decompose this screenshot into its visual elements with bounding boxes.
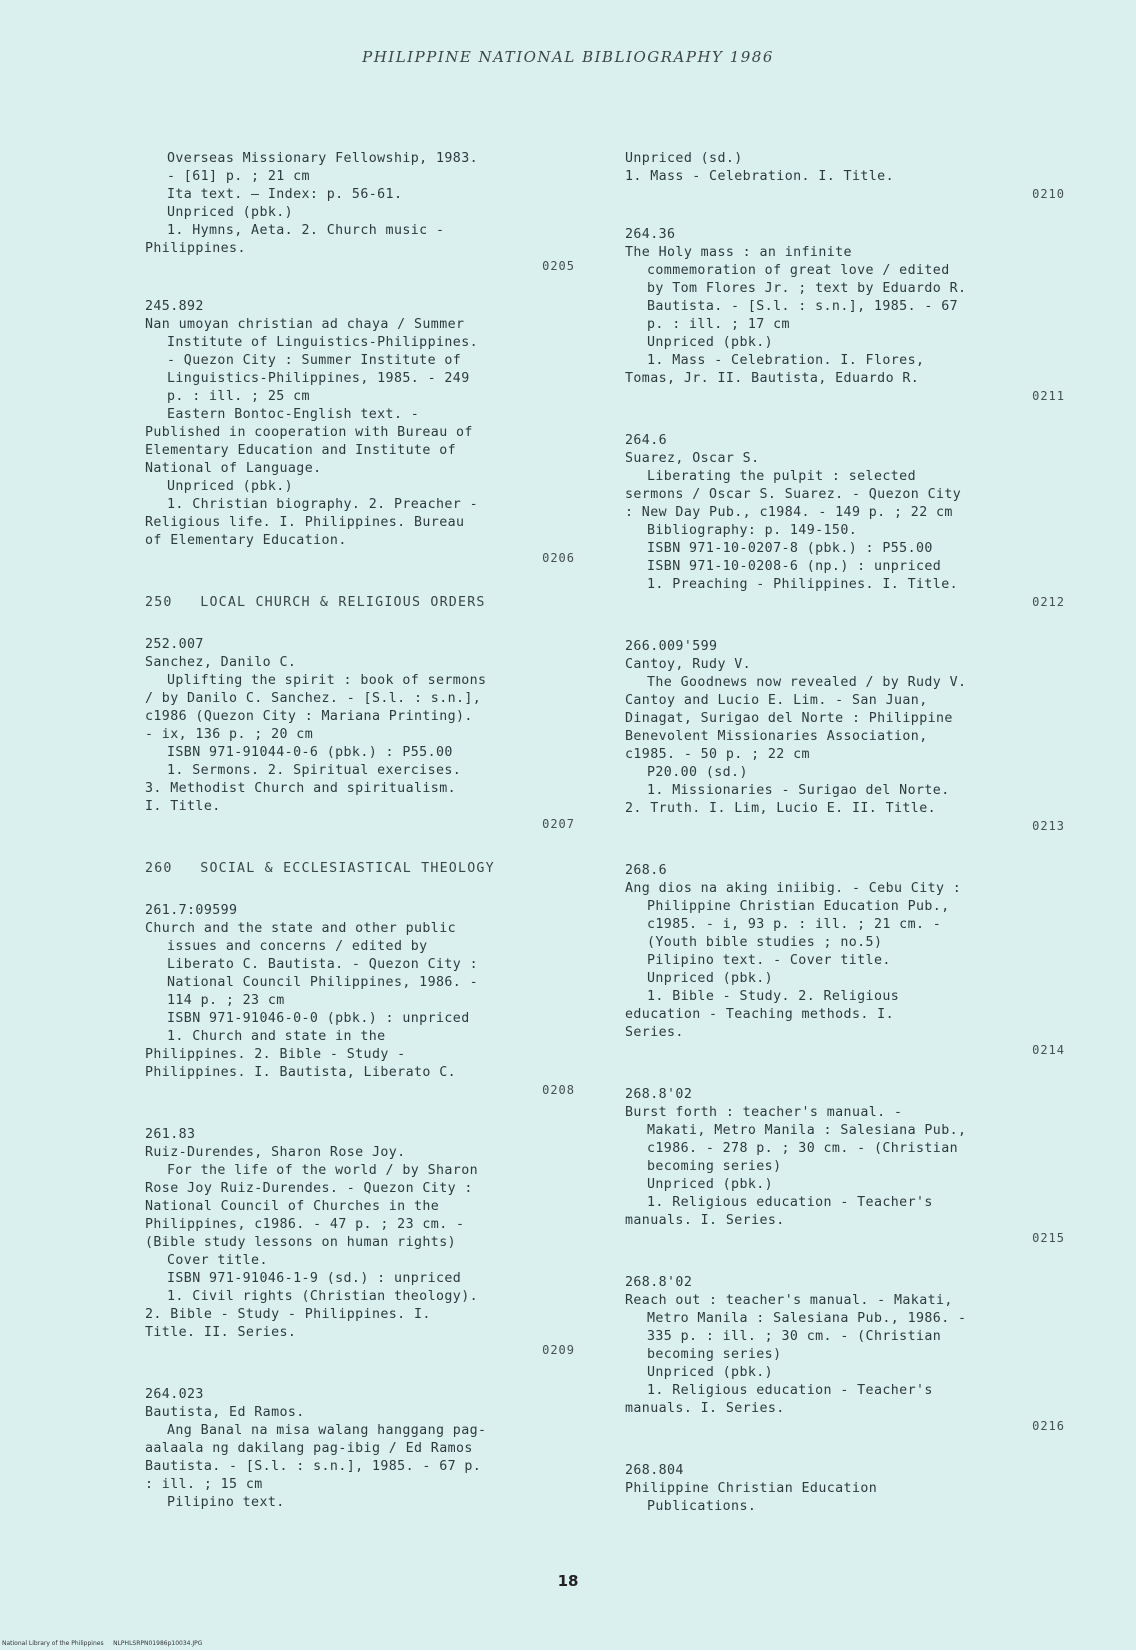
scan-footer-note: National Library of the Philippines NLPHLSRPN01986p10034.JPG — [2, 1640, 203, 1647]
running-head: PHILIPPINE NATIONAL BIBLIOGRAPHY 1986 — [362, 48, 774, 66]
entry-line: Dinagat, Surigao del Norte : Philippine — [625, 711, 953, 726]
entry-line: Title. II. Series. — [145, 1325, 297, 1340]
entry-line: Reach out : teacher's manual. - Makati, — [625, 1293, 953, 1308]
entry-line: : New Day Pub., c1984. - 149 p. ; 22 cm — [625, 505, 953, 520]
entry-line: Philippine Christian Education — [625, 1481, 878, 1496]
entry-line: Philippines. — [145, 241, 246, 256]
entry-line: Uplifting the spirit : book of sermons — [167, 673, 487, 688]
entry-line: Burst forth : teacher's manual. - — [625, 1105, 903, 1120]
class-number: 266.009'599 — [625, 639, 718, 654]
section-heading: 260 SOCIAL & ECCLESIASTICAL THEOLOGY — [145, 861, 495, 876]
catalog-entry — [625, 432, 1065, 610]
entry-line: manuals. I. Series. — [625, 1401, 785, 1416]
class-number: 261.83 — [145, 1127, 196, 1142]
entry-number: 0209 — [542, 1343, 575, 1357]
entry-line: 1. Religious education - Teacher's — [647, 1383, 933, 1398]
entry-number: 0208 — [542, 1083, 575, 1097]
entry-line: commemoration of great love / edited — [647, 263, 950, 278]
entry-line: ISBN 971-91044-0-6 (pbk.) : P55.00 — [167, 745, 453, 760]
entry-line: Overseas Missionary Fellowship, 1983. — [167, 151, 478, 166]
entry-line: education - Teaching methods. I. — [625, 1007, 894, 1022]
entry-line: 2. Truth. I. Lim, Lucio E. II. Title. — [625, 801, 936, 816]
entry-line: of Elementary Education. — [145, 533, 347, 548]
entry-line: Elementary Education and Institute of — [145, 443, 456, 458]
entry-line: National Council Philippines, 1986. - — [167, 975, 478, 990]
entry-line: Philippines. 2. Bible - Study - — [145, 1047, 406, 1062]
entry-line: 1. Church and state in the — [167, 1029, 386, 1044]
entry-line: Bautista. - [S.l. : s.n.], 1985. - 67 — [647, 299, 958, 314]
class-number: 268.8'02 — [625, 1275, 693, 1290]
class-number: 264.36 — [625, 227, 676, 242]
entry-line: Series. — [625, 1025, 684, 1040]
entry-line: p. : ill. ; 25 cm — [167, 389, 310, 404]
entry-line: Cantoy, Rudy V. — [625, 657, 752, 672]
class-number: 268.6 — [625, 863, 668, 878]
entry-line: issues and concerns / edited by — [167, 939, 428, 954]
class-number: 264.023 — [145, 1387, 204, 1402]
entry-line: Unpriced (pbk.) — [647, 1177, 774, 1192]
entry-line: c1986. - 278 p. ; 30 cm. - (Christian — [647, 1141, 958, 1156]
entry-line: Publications. — [647, 1499, 757, 1514]
page-number: 18 — [557, 1572, 579, 1590]
entry-line: 3. Methodist Church and spiritualism. — [145, 781, 456, 796]
entry-line: Bautista, Ed Ramos. — [145, 1405, 305, 1420]
entry-line: ISBN 971-91046-0-0 (pbk.) : unpriced — [167, 1011, 470, 1026]
entry-number: 0211 — [1032, 389, 1065, 403]
entry-line: Religious life. I. Philippines. Bureau — [145, 515, 465, 530]
entry-line: Unpriced (pbk.) — [167, 205, 294, 220]
entry-line: ISBN 971-91046-1-9 (sd.) : unpriced — [167, 1271, 462, 1286]
entry-line: 1. Sermons. 2. Spiritual exercises. — [167, 763, 462, 778]
entry-line: 1. Preaching - Philippines. I. Title. — [647, 577, 958, 592]
entry-line: Linguistics-Philippines, 1985. - 249 — [167, 371, 470, 386]
entry-line: Ang Banal na misa walang hanggang pag- — [167, 1423, 487, 1438]
entry-line: - [61] p. ; 21 cm — [167, 169, 310, 184]
entry-line: aalaala ng dakilang pag-ibig / Ed Ramos — [145, 1441, 473, 1456]
entry-line: 1. Christian biography. 2. Preacher - — [167, 497, 478, 512]
entry-line: - Quezon City : Summer Institute of — [167, 353, 462, 368]
entry-line: Ita text. — Index: p. 56-61. — [167, 187, 403, 202]
entry-number: 0215 — [1032, 1231, 1065, 1245]
entry-line: National Council of Churches in the — [145, 1199, 440, 1214]
entry-line: Unpriced (pbk.) — [647, 1365, 774, 1380]
entry-line: 2. Bible - Study - Philippines. I. — [145, 1307, 431, 1322]
entry-line: Makati, Metro Manila : Salesiana Pub., — [647, 1123, 967, 1138]
entry-line: Liberating the pulpit : selected — [647, 469, 916, 484]
catalog-entry — [145, 1126, 575, 1358]
catalog-entry — [625, 638, 1065, 834]
class-number: 252.007 — [145, 637, 204, 652]
entry-line: Ang dios na aking iniibig. - Cebu City : — [625, 881, 962, 896]
catalog-entry — [145, 298, 575, 566]
entry-line: Sanchez, Danilo C. — [145, 655, 297, 670]
entry-number: 0205 — [542, 259, 575, 273]
entry-line: National of Language. — [145, 461, 322, 476]
entry-line: by Tom Flores Jr. ; text by Eduardo R. — [647, 281, 967, 296]
entry-line: 1. Mass - Celebration. I. Flores, — [647, 353, 925, 368]
entry-line: - ix, 136 p. ; 20 cm — [145, 727, 314, 742]
class-number: 264.6 — [625, 433, 668, 448]
entry-line: ISBN 971-10-0208-6 (np.) : unpriced — [647, 559, 942, 574]
entry-line: becoming series) — [647, 1347, 782, 1362]
entry-line: sermons / Oscar S. Suarez. - Quezon City — [625, 487, 962, 502]
catalog-entry — [625, 862, 1065, 1058]
entry-line: (Bible study lessons on human rights) — [145, 1235, 456, 1250]
entry-line: Nan umoyan christian ad chaya / Summer — [145, 317, 465, 332]
catalog-entry — [145, 636, 575, 832]
continued-entry — [625, 150, 1065, 202]
entry-line: Pilipino text. - Cover title. — [647, 953, 891, 968]
entry-line: 1. Hymns, Aeta. 2. Church music - — [167, 223, 445, 238]
entry-line: Unpriced (sd.) — [625, 151, 743, 166]
catalog-entry — [625, 1274, 1065, 1434]
entry-line: Metro Manila : Salesiana Pub., 1986. - — [647, 1311, 967, 1326]
entry-number: 0212 — [1032, 595, 1065, 609]
entry-line: Bibliography: p. 149-150. — [647, 523, 858, 538]
entry-line: Unpriced (pbk.) — [647, 971, 774, 986]
entry-line: / by Danilo C. Sanchez. - [S.l. : s.n.], — [145, 691, 482, 706]
entry-line: Unpriced (pbk.) — [647, 335, 774, 350]
entry-line: Benevolent Missionaries Association, — [625, 729, 928, 744]
entry-line: For the life of the world / by Sharon — [167, 1163, 478, 1178]
entry-line: Philippines, c1986. - 47 p. ; 23 cm. - — [145, 1217, 465, 1232]
entry-line: Philippines. I. Bautista, Liberato C. — [145, 1065, 456, 1080]
catalog-entry — [145, 902, 575, 1098]
entry-line: 1. Civil rights (Christian theology). — [167, 1289, 478, 1304]
entry-line: The Holy mass : an infinite — [625, 245, 852, 260]
class-number: 268.8'02 — [625, 1087, 693, 1102]
entry-line: ISBN 971-10-0207-8 (pbk.) : P55.00 — [647, 541, 933, 556]
entry-number: 0207 — [542, 817, 575, 831]
entry-line: c1985. - 50 p. ; 22 cm — [625, 747, 810, 762]
entry-line: : ill. ; 15 cm — [145, 1477, 263, 1492]
entry-line: Pilipino text. — [167, 1495, 285, 1510]
class-number: 245.892 — [145, 299, 204, 314]
section-heading: 250 LOCAL CHURCH & RELIGIOUS ORDERS — [145, 595, 486, 610]
catalog-entry — [625, 1462, 1065, 1516]
entry-line: c1985. - i, 93 p. : ill. ; 21 cm. - — [647, 917, 942, 932]
entry-line: Suarez, Oscar S. — [625, 451, 760, 466]
entry-line: Church and the state and other public — [145, 921, 456, 936]
entry-line: Liberato C. Bautista. - Quezon City : — [167, 957, 478, 972]
entry-line: The Goodnews now revealed / by Rudy V. — [647, 675, 967, 690]
entry-line: Institute of Linguistics-Philippines. — [167, 335, 478, 350]
entry-line: 1. Religious education - Teacher's — [647, 1195, 933, 1210]
entry-line: Tomas, Jr. II. Bautista, Eduardo R. — [625, 371, 920, 386]
right-column — [625, 150, 1065, 1544]
entry-line: Philippine Christian Education Pub., — [647, 899, 950, 914]
entry-line: Cover title. — [167, 1253, 268, 1268]
left-column — [145, 150, 575, 1540]
catalog-entry — [625, 1086, 1065, 1246]
entry-line: Ruiz-Durendes, Sharon Rose Joy. — [145, 1145, 406, 1160]
entry-line: P20.00 (sd.) — [647, 765, 748, 780]
entry-line: 114 p. ; 23 cm — [167, 993, 285, 1008]
entry-line: 1. Bible - Study. 2. Religious — [647, 989, 900, 1004]
entry-number: 0206 — [542, 551, 575, 565]
entry-line: 1. Missionaries - Surigao del Norte. — [647, 783, 950, 798]
entry-number: 0216 — [1032, 1419, 1065, 1433]
catalog-entry — [145, 1386, 575, 1512]
entry-number: 0210 — [1032, 187, 1065, 201]
entry-line: becoming series) — [647, 1159, 782, 1174]
entry-line: Cantoy and Lucio E. Lim. - San Juan, — [625, 693, 928, 708]
entry-line: I. Title. — [145, 799, 221, 814]
entry-line: 335 p. : ill. ; 30 cm. - (Christian — [647, 1329, 942, 1344]
class-number: 261.7:09599 — [145, 903, 238, 918]
entry-line: c1986 (Quezon City : Mariana Printing). — [145, 709, 473, 724]
entry-line: Bautista. - [S.l. : s.n.], 1985. - 67 p. — [145, 1459, 482, 1474]
entry-line: p. : ill. ; 17 cm — [647, 317, 790, 332]
entry-line: Rose Joy Ruiz-Durendes. - Quezon City : — [145, 1181, 473, 1196]
entry-line: Published in cooperation with Bureau of — [145, 425, 473, 440]
catalog-entry — [625, 226, 1065, 404]
entry-line: Unpriced (pbk.) — [167, 479, 294, 494]
entry-line: 1. Mass - Celebration. I. Title. — [625, 169, 894, 184]
class-number: 268.804 — [625, 1463, 684, 1478]
entry-number: 0214 — [1032, 1043, 1065, 1057]
continued-entry — [145, 150, 575, 274]
entry-line: Eastern Bontoc-English text. - — [167, 407, 420, 422]
entry-line: (Youth bible studies ; no.5) — [647, 935, 883, 950]
entry-number: 0213 — [1032, 819, 1065, 833]
entry-line: manuals. I. Series. — [625, 1213, 785, 1228]
